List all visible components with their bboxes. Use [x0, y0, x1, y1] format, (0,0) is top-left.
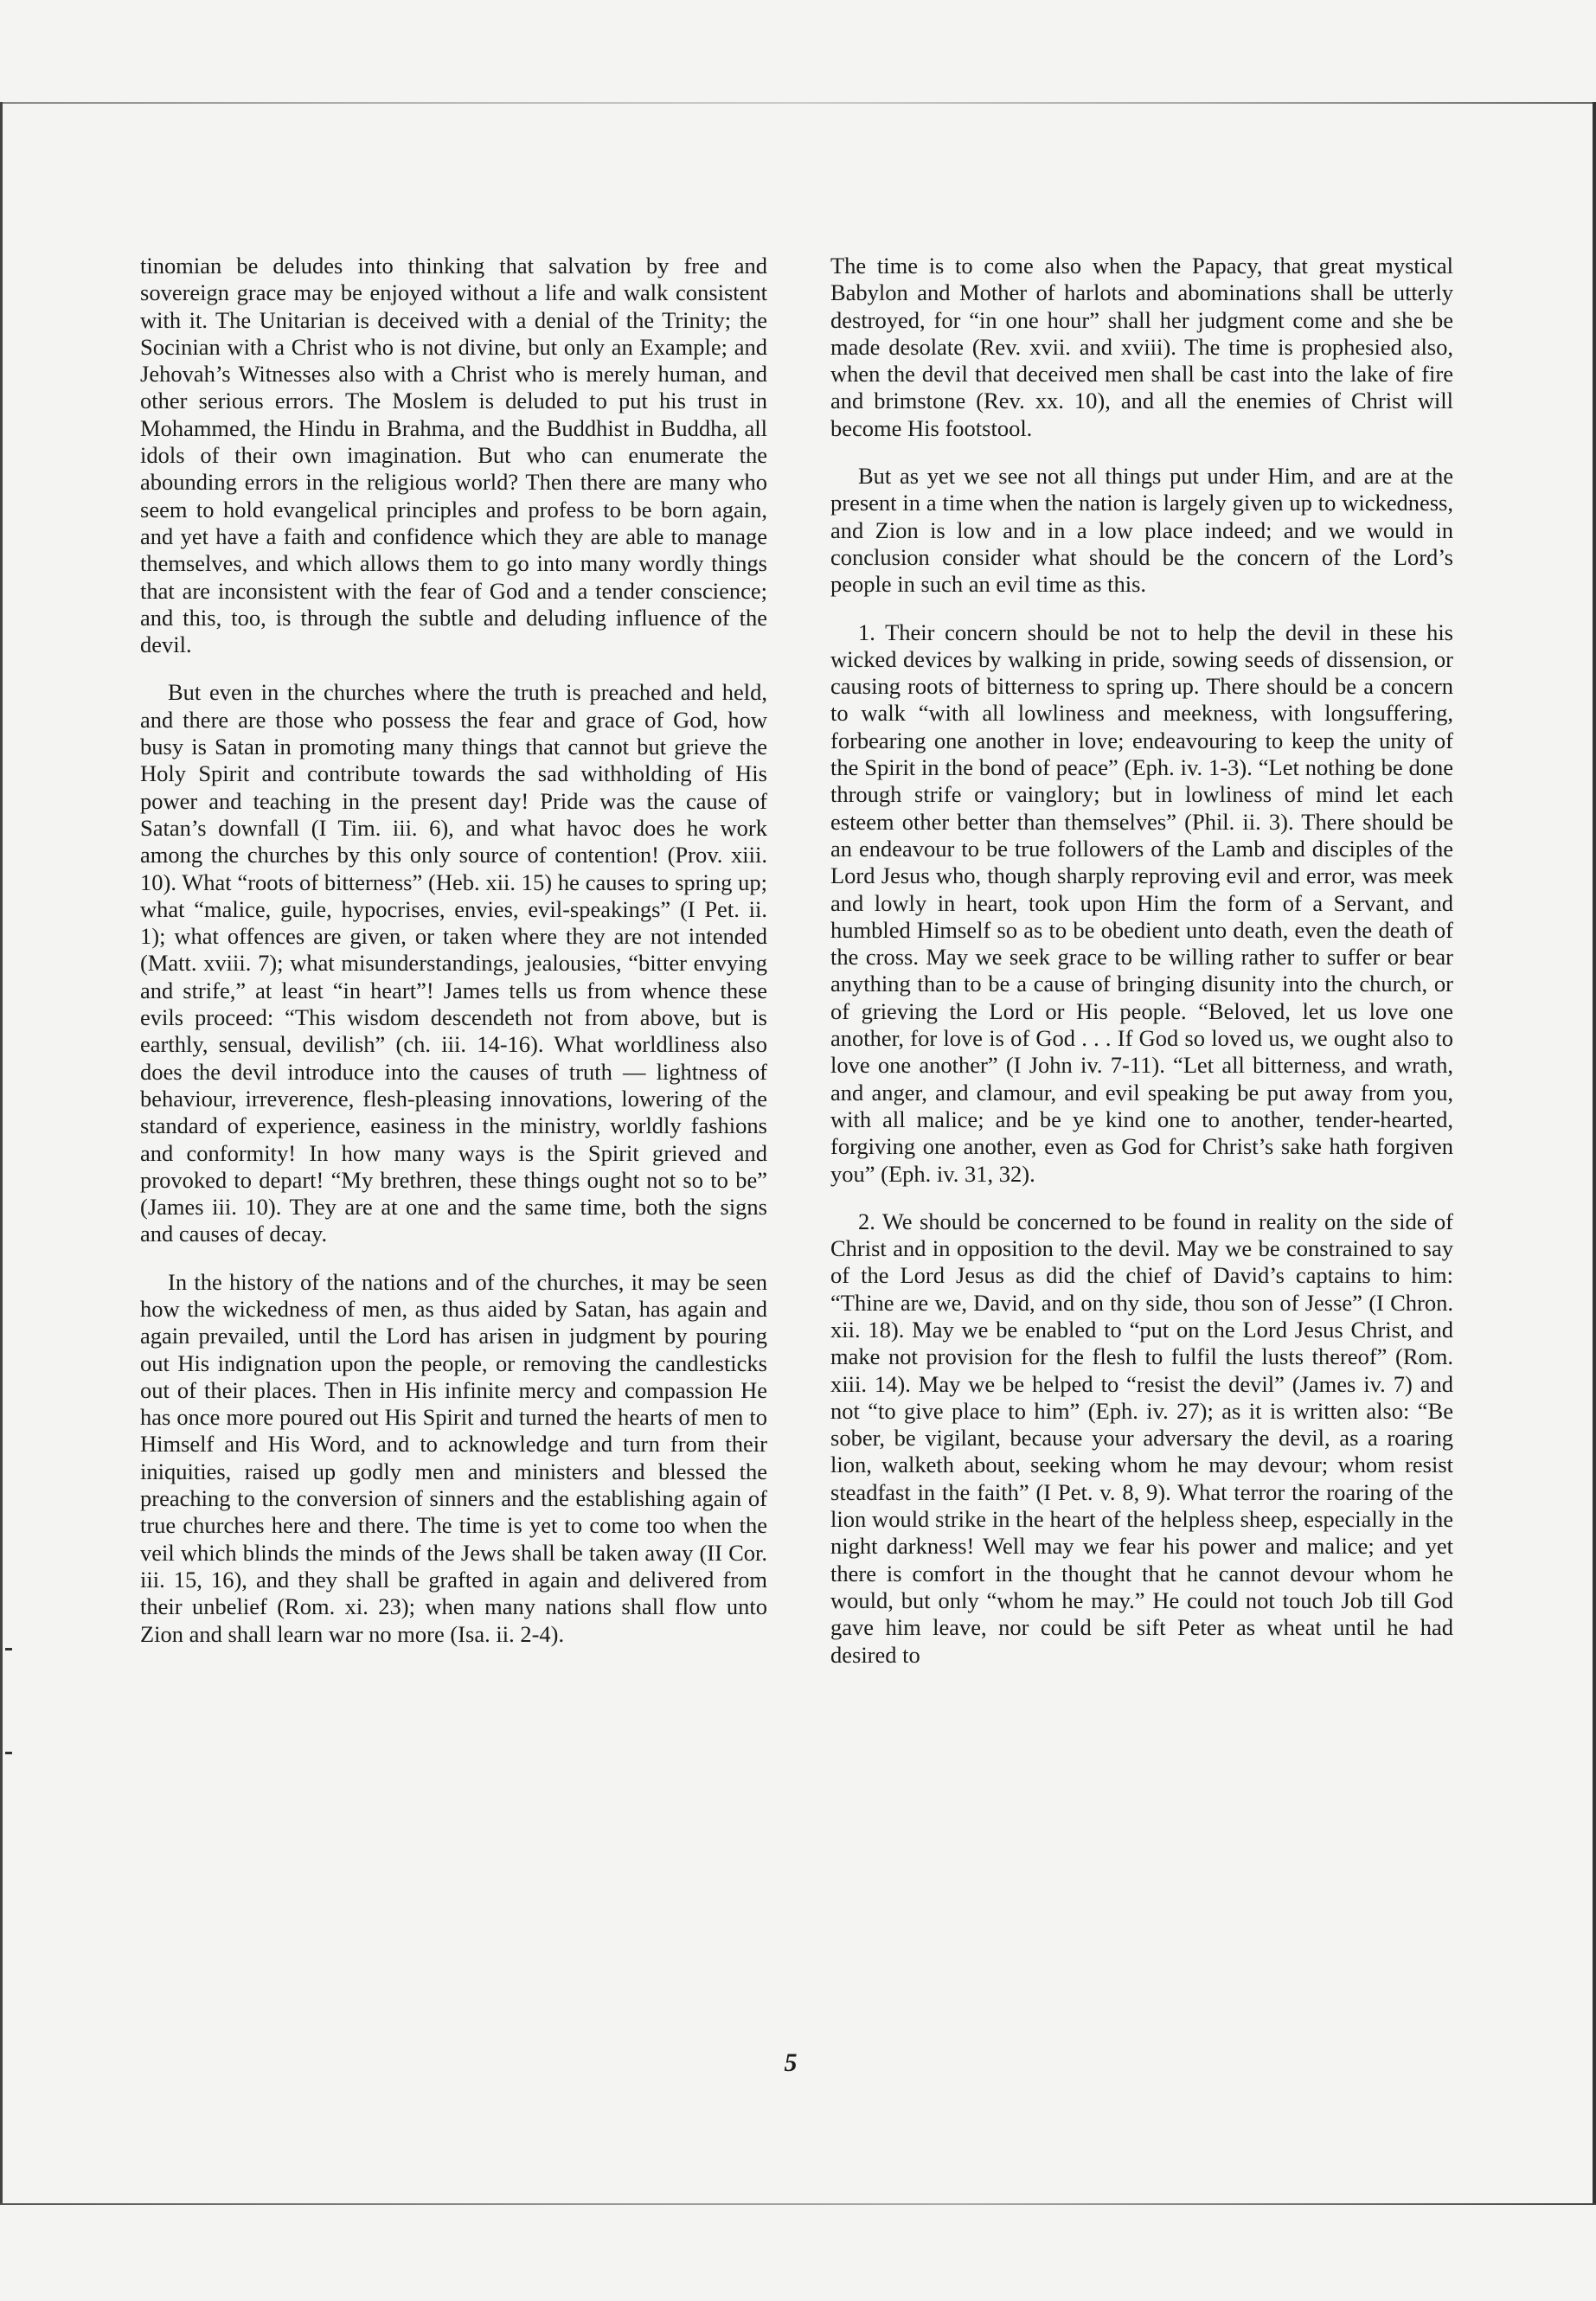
page-edge-left [0, 102, 3, 2204]
paragraph: tinomian be deludes into thinking that salvation by free and sovereign grace may be enjoyed without a life and walk consistent with it. The Unitarian is deceived with a denial of the Trinity; the Socinian with a Christ who is not divine, but only an Example; and Jehovah’s Witnesses also with a Christ who is merely human, and other serious errors. The Moslem is deluded to put his trust in Mohammed, the Hindu in Brahma, and the Buddhist in Buddha, all idols of their own imagination. But who can enumerate the abounding errors in the religious world? Then there are many who seem to hold evangelical principles and profess to be born again, and yet have a faith and confidence which they are able to manage themselves, and which allows them to go into many wordly things that are inconsistent with the fear of God and a tender conscience; and this, too, is through the subtle and deluding influence of the devil. [140, 253, 767, 658]
paragraph: The time is to come also when the Papacy, that great mystical Babylon and Mother of harlots and abominations shall be utterly destroyed, for “in one hour” shall her judgment come and she be made desolate (Rev. xvii. and xviii). The time is prophesied also, when the devil that deceived men shall be cast into the lake of fire and brimstone (Rev. xx. 10), and all the enemies of Christ will become His footstool. [830, 253, 1453, 441]
page-number: 5 [784, 2048, 798, 2077]
paragraph: 2. We should be concerned to be found in reality on the side of Christ and in opposition to the devil. May we be constrained to say of the Lord Jesus as did the chief of David’s captains to him: “Thine are we, David, and on thy side, thou son of Jesse” (I Chron. xii. 18). May we be enabled to “put on the Lord Jesus Christ, and make not provision for the flesh to fulfil the lusts thereof” (Rom. xiii. 14). May we be helped to “resist the devil” (James iv. 7) and not “to give place to him” (Eph. iv. 27); as it is written also: “Be sober, be vigilant, because your adversary the devil, as a roaring lion, walketh about, seeking whom he may devour; whom resist steadfast in the faith” (I Pet. v. 8, 9). What terror the roaring of the lion would strike in the heart of the helpless sheep, especially in the night darkness! Well may we fear his power and malice; and yet there is comfort in the thought that he cannot devour whom he would, but only “whom he may.” He could not touch Job till God gave him leave, nor could be sift Peter as wheat until he had desired to [830, 1208, 1453, 1668]
page-edge-right [1593, 102, 1596, 2204]
paragraph: But as yet we see not all things put under Him, and are at the present in a time when the nation is largely given up to wickedness, and Zion is low and in a low place indeed; and we would in conclusion consider what should be the concern of the Lord’s people in such an evil time as this. [830, 463, 1453, 598]
page-edge-bottom [0, 2203, 1596, 2205]
paragraph: In the history of the nations and of the churches, it may be seen how the wickedness of men, as thus aided by Satan, has again and again prevailed, until the Lord has arisen in judgment by pouring out His indignation upon the people, or removing the candlesticks out of their places. Then in His infinite mercy and compassion He has once more poured out His Spirit and turned the hearts of men to Himself and His Word, and to acknowledge and turn from their iniquities, raised up godly men and ministers and blessed the preaching to the conversion of sinners and the establishing again of true churches here and there. The time is yet to come too when the veil which blinds the minds of the Jews shall be taken away (II Cor. iii. 15, 16), and they shall be grafted in again and delivered from their unbelief (Rom. xi. 23); when many nations shall flow unto Zion and shall learn war no more (Isa. ii. 2-4). [140, 1268, 767, 1647]
paragraph: 1. Their concern should be not to help the devil in these his wicked devices by walking in pride, sowing seeds of dissension, or causing roots of bitterness to spring up. There should be a concern to walk “with all lowliness and meekness, with longsuffering, forbearing one another in love; endeavouring to keep the unity of the Spirit in the bond of peace” (Eph. iv. 1-3). “Let nothing be done through strife or vainglory; but in lowliness of mind let each esteem other better than themselves” (Phil. ii. 3). There should be an endeavour to be true followers of the Lamb and disciples of the Lord Jesus who, though sharply reproving evil and error, was meek and lowly in heart, took upon Him the form of a Servant, and humbled Himself so as to be obedient unto death, even the death of the cross. May we seek grace to be willing rather to suffer or bear anything than to be a cause of bringing disunity into the church, or of grieving the Lord or His people. “Beloved, let us love one another, for love is of God . . . If God so loved us, we ought also to love one another” (I John iv. 7-11). “Let all bitterness, and wrath, and anger, and clamour, and evil speaking be put away from you, with all malice; and be ye kind one to another, tender-hearted, forgiving one another, even as God for Christ’s sake hath forgiven you” (Eph. iv. 31, 32). [830, 619, 1453, 1187]
page-edge-top [0, 102, 1596, 104]
margin-mark [5, 1648, 12, 1650]
paragraph: But even in the churches where the truth is preached and held, and there are those who possess the fear and grace of God, how busy is Satan in promoting many things that cannot but grieve the Holy Spirit and contribute towards the sad withholding of His power and teaching in the present day! Pride was the cause of Satan’s downfall (I Tim. iii. 6), and what havoc does he work among the churches by this only source of contention! (Prov. xiii. 10). What “roots of bitterness” (Heb. xii. 15) he causes to spring up; what “malice, guile, hypocrises, envies, evil-speakings” (I Pet. ii. 1); what offences are given, or taken where they are not intended (Matt. xviii. 7); what misunderstandings, jealousies, “bitter envying and strife,” at least “in heart”! James tells us from whence these evils proceed: “This wisdom descendeth not from above, but is earthly, sensual, devilish” (ch. iii. 14-16). What worldliness also does the devil introduce into the causes of truth — lightness of behaviour, irreverence, flesh-pleasing innovations, lowering of the standard of experience, easiness in the ministry, worldly fashions and conformity! In how many ways is the Spirit grieved and provoked to depart! “My brethren, these things ought not so to be” (James iii. 10). They are at one and the same time, both the signs and causes of decay. [140, 679, 767, 1247]
margin-mark [5, 1752, 12, 1754]
right-column [830, 253, 1453, 1689]
left-column [140, 253, 767, 1669]
